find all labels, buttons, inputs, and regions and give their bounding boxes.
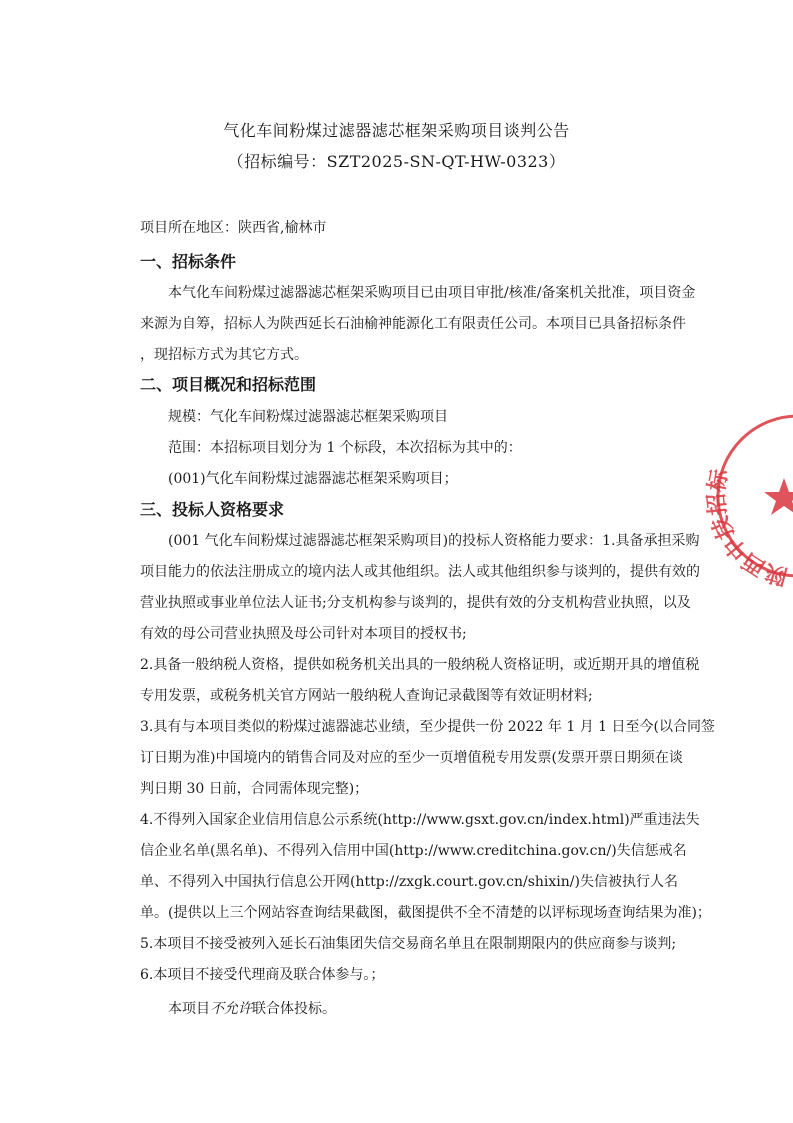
section3-line-7: 3.具有与本项目类似的粉煤过滤器滤芯业绩，至少提供一份 2022 年 1 月 1 日至今(以合同签: [140, 719, 715, 735]
consortium-pre: 本项目: [168, 1001, 210, 1017]
consortium-statement: [168, 1002, 336, 1016]
section3-line-15: 6.本项目不接受代理商及联合体参与。；: [140, 967, 385, 983]
section3-line-6: 专用发票，或税务机关官方网站一般纳税人查询记录截图等有效证明材料;: [140, 688, 593, 704]
document-title: 气化车间粉煤过滤器滤芯框架采购项目谈判公告: [223, 121, 570, 140]
section3-line-1: (001 气化车间粉煤过滤器滤芯框架采购项目)的投标人资格能力要求：1.具备承担采购: [168, 533, 700, 549]
section3-line-2: 项目能力的依法注册成立的境内法人或其他组织。法人或其他组织参与谈判的，提供有效的: [140, 564, 700, 580]
section3-line-4: 有效的母公司营业执照及母公司针对本项目的授权书;: [140, 626, 467, 642]
consortium-emphasis: 不允许: [210, 1001, 252, 1017]
section-heading-3: 三、投标人资格要求: [140, 500, 285, 519]
section2-lot: (001)气化车间粉煤过滤器滤芯框架采购项目；: [168, 471, 458, 487]
official-seal-stamp: [704, 392, 793, 592]
seal-star-icon: [764, 478, 793, 515]
section3-line-11: 信企业名单(黑名单)、不得列入信用中国(http://www.creditchina.gov.cn/)失信惩戒名: [140, 843, 687, 859]
section3-line-10: 4.不得列入国家企业信用信息公示系统(http://www.gsxt.gov.cn/index.html)严重违法失: [140, 812, 700, 828]
svg-text:陕西中技招标: [703, 466, 790, 589]
seal-text: 陕西中技招标: [704, 467, 791, 589]
section3-line-12: 单、不得列入中国执行信息公开网(http://zxgk.court.gov.cn/shixin/)失信被执行人名: [140, 874, 678, 890]
section3-line-9: 判日期 30 日前，合同需体现完整)；: [140, 781, 369, 797]
section3-line-3: 营业执照或事业单位法人证书;分支机构参与谈判的，提供有效的分支机构营业执照，以及: [140, 595, 691, 611]
section-heading-1: 一、招标条件: [140, 252, 237, 271]
consortium-post: 联合体投标。: [252, 1001, 336, 1017]
section1-line-3: ，现招标方式为其它方式。: [140, 347, 308, 363]
section3-line-8: 订日期为准)中国境内的销售合同及对应的至少一页增值税专用发票(发票开票日期须在谈: [140, 750, 683, 766]
section3-line-14: 5.本项目不接受被列入延长石油集团失信交易商名单且在限制期限内的供应商参与谈判;: [140, 936, 677, 952]
section1-line-2: 来源为自筹，招标人为陕西延长石油榆神能源化工有限责任公司。本项目已具备招标条件: [140, 316, 686, 332]
section1-line-1: 本气化车间粉煤过滤器滤芯框架采购项目已由项目审批/核准/备案机关批准，项目资金: [168, 285, 696, 301]
section3-line-5: 2.具备一般纳税人资格，提供如税务机关出具的一般纳税人资格证明，或近期开具的增值税: [140, 657, 700, 673]
project-region: 项目所在地区：陕西省,榆林市: [140, 220, 327, 236]
section3-line-13: 单。(提供以上三个网站容查询结果截图，截图提供不全不清楚的以评标现场查询结果为准)；: [140, 905, 711, 921]
bid-number: （招标编号：SZT2025-SN-QT-HW-0323）: [227, 152, 566, 171]
section2-scope: 范围：本招标项目划分为 1 个标段，本次招标为其中的：: [168, 440, 522, 456]
section2-scale: 规模：气化车间粉煤过滤器滤芯框架采购项目: [168, 409, 448, 425]
section-heading-2: 二、项目概况和招标范围: [140, 375, 317, 394]
